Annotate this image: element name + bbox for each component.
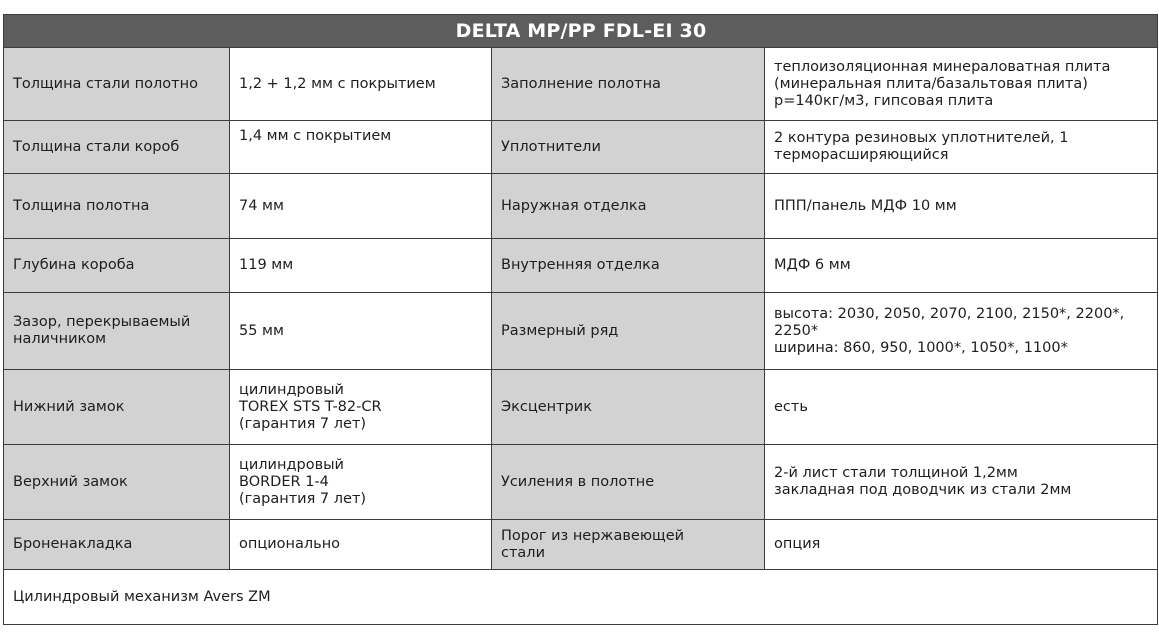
cell-line: Внутренняя отделка xyxy=(501,257,660,273)
cell-line: (минеральная плита/базальтовая плита) xyxy=(774,75,1088,92)
cell-line: Толщина стали короб xyxy=(13,138,180,155)
cell-right-label xyxy=(492,293,765,370)
cell-left-value xyxy=(230,370,492,445)
spec-row xyxy=(4,239,1158,293)
cell-right-label xyxy=(492,48,765,121)
cell-left-value xyxy=(230,239,492,293)
cell-left-label xyxy=(4,520,230,570)
cell-line: высота: 2030, 2050, 2070, 2100, 2150*, 2200*, xyxy=(774,305,1125,322)
cell-line: (гарантия 7 лет) xyxy=(239,490,367,507)
cell-line: цилиндровый xyxy=(239,381,344,398)
cell-left-value xyxy=(230,445,492,520)
cell-left-label xyxy=(4,48,230,121)
cell-right-value xyxy=(765,293,1158,370)
cell-line: 119 мм xyxy=(239,257,294,273)
footer-note: Цилиндровый механизм Avers ZM xyxy=(4,570,1158,625)
spec-body xyxy=(4,48,1158,570)
cell-right-label xyxy=(492,445,765,520)
cell-line: BORDER 1-4 xyxy=(239,473,329,490)
cell-line: Глубина короба xyxy=(13,257,135,273)
cell-right-value xyxy=(765,121,1158,174)
spec-row xyxy=(4,174,1158,239)
spec-table xyxy=(3,14,1158,625)
cell-left-label xyxy=(4,445,230,520)
cell-line: TOREX STS T-82-CR xyxy=(239,398,382,415)
cell-right-value xyxy=(765,174,1158,239)
product-title: DELTA MP/PP FDL-EI 30 xyxy=(4,15,1158,48)
cell-left-value xyxy=(230,174,492,239)
cell-right-value xyxy=(765,239,1158,293)
cell-line: опция xyxy=(774,536,821,552)
cell-left-value xyxy=(230,48,492,121)
cell-line: Верхний замок xyxy=(13,473,128,490)
cell-right-label xyxy=(492,239,765,293)
cell-right-value xyxy=(765,48,1158,121)
cell-right-value xyxy=(765,520,1158,570)
cell-line: Нижний замок xyxy=(13,398,125,415)
cell-line: 55 мм xyxy=(239,322,284,339)
cell-left-value xyxy=(230,520,492,570)
cell-line: стали xyxy=(501,544,545,561)
spec-row xyxy=(4,48,1158,121)
cell-right-value xyxy=(765,370,1158,445)
spec-row xyxy=(4,293,1158,370)
cell-line: цилиндровый xyxy=(239,456,344,473)
cell-line: Наружная отделка xyxy=(501,197,647,214)
cell-line: ППП/панель МДФ 10 мм xyxy=(774,197,957,214)
cell-right-label xyxy=(492,121,765,174)
cell-line: Броненакладка xyxy=(13,536,133,552)
cell-line: Толщина стали полотно xyxy=(13,75,198,92)
cell-right-label xyxy=(492,174,765,239)
spec-row xyxy=(4,121,1158,174)
cell-line: ширина: 860, 950, 1000*, 1050*, 1100* xyxy=(774,339,1068,356)
cell-line: наличником xyxy=(13,331,107,347)
cell-left-label xyxy=(4,174,230,239)
spec-row xyxy=(4,370,1158,445)
cell-line: МДФ 6 мм xyxy=(774,257,851,273)
cell-line: есть xyxy=(774,398,808,415)
cell-right-label xyxy=(492,520,765,570)
cell-line: Размерный ряд xyxy=(501,322,619,339)
cell-line: Усиления в полотне xyxy=(501,473,655,490)
cell-line: 74 мм xyxy=(239,197,284,214)
cell-line: Эксцентрик xyxy=(501,398,592,415)
cell-line: терморасширяющийся xyxy=(774,147,949,163)
cell-line: 2-й лист стали толщиной 1,2мм xyxy=(774,465,1018,481)
cell-line: 1,2 + 1,2 мм с покрытием xyxy=(239,75,436,92)
cell-right-value xyxy=(765,445,1158,520)
title-row xyxy=(4,15,1158,48)
cell-left-value xyxy=(230,121,492,174)
footer-row xyxy=(4,570,1158,625)
cell-line: Порог из нержавеющей xyxy=(501,527,685,544)
spec-row xyxy=(4,445,1158,520)
cell-line: 2 контура резиновых уплотнителей, 1 xyxy=(774,130,1069,146)
cell-left-value xyxy=(230,293,492,370)
cell-left-label xyxy=(4,370,230,445)
cell-line: Зазор, перекрываемый xyxy=(13,314,191,330)
cell-line: Заполнение полотна xyxy=(501,75,661,92)
cell-line: 1,4 мм с покрытием xyxy=(239,128,392,144)
spec-row xyxy=(4,520,1158,570)
cell-line: теплоизоляционная минераловатная плита xyxy=(774,58,1111,75)
cell-line: Уплотнители xyxy=(501,138,601,155)
cell-left-label xyxy=(4,293,230,370)
cell-line: (гарантия 7 лет) xyxy=(239,415,367,432)
cell-line: 2250* xyxy=(774,322,819,339)
cell-left-label xyxy=(4,121,230,174)
cell-line: р=140кг/м3, гипсовая плита xyxy=(774,92,994,109)
cell-line: Толщина полотна xyxy=(13,197,150,214)
cell-right-label xyxy=(492,370,765,445)
cell-line: опционально xyxy=(239,536,341,552)
cell-left-label xyxy=(4,239,230,293)
cell-line: закладная под доводчик из стали 2мм xyxy=(774,482,1072,498)
